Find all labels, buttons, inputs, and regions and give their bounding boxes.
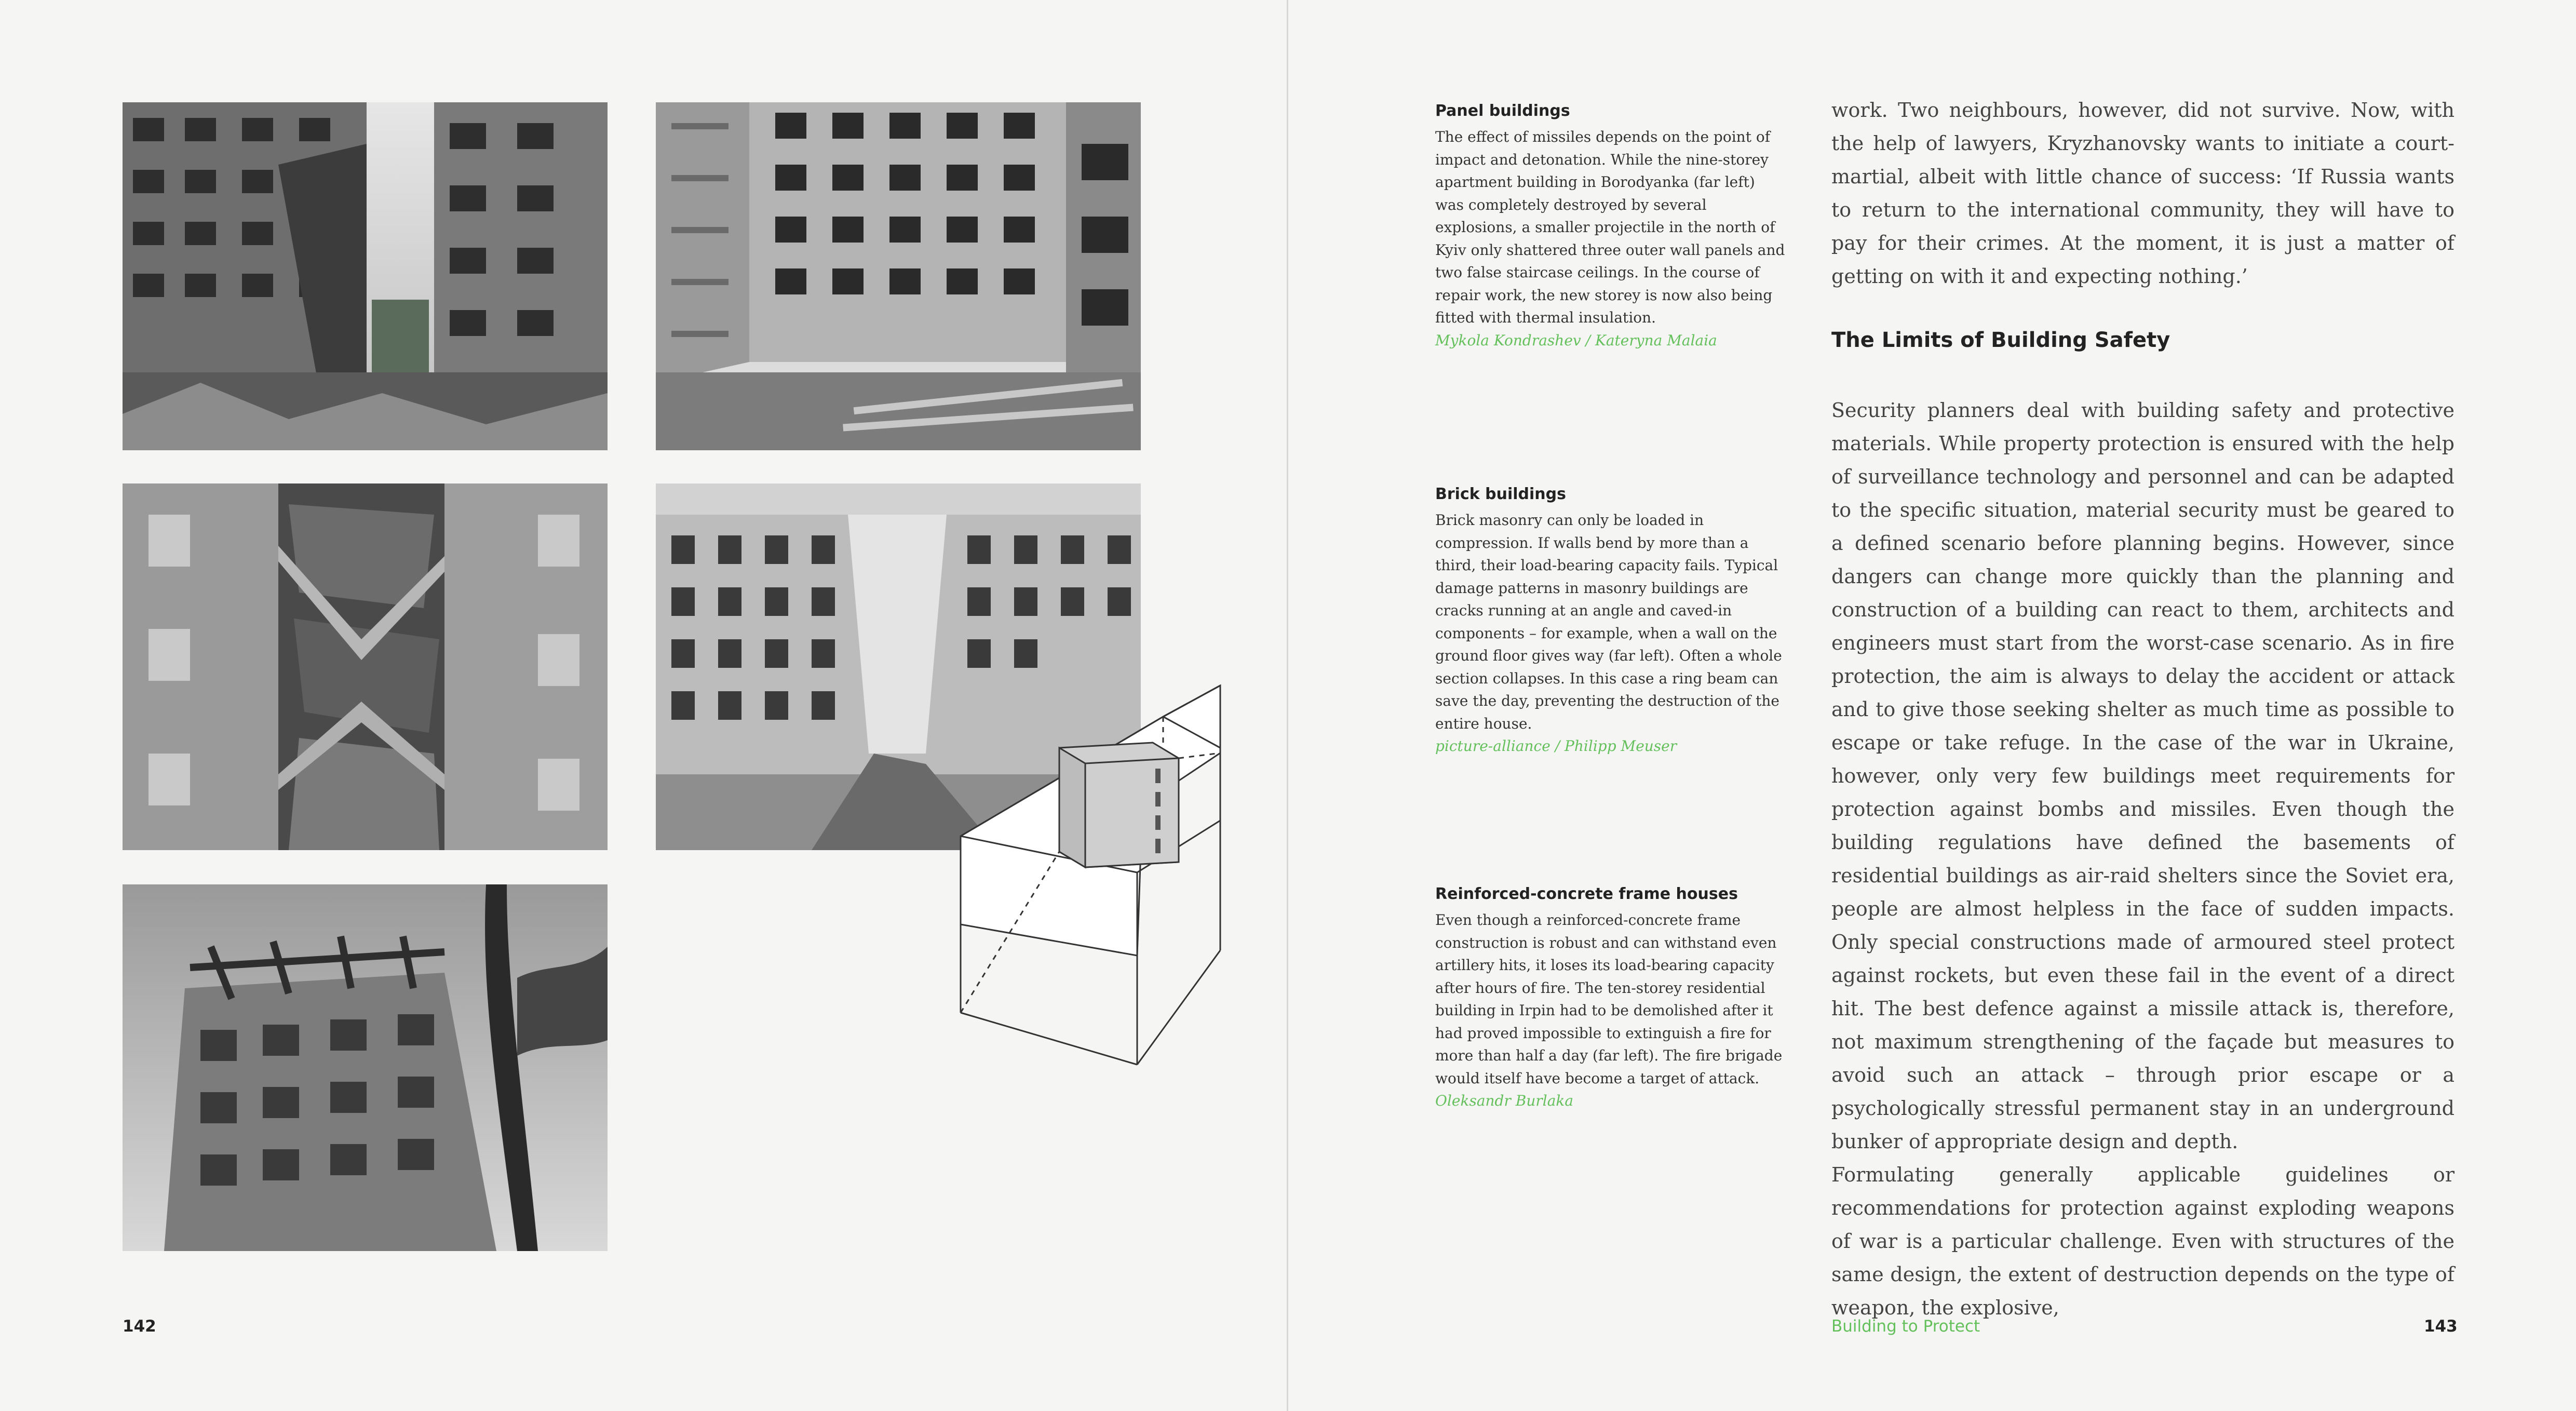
- body-paragraph-2: Formulating generally applicable guidelines or recommendations for protection against exploding weapons of war is a particular challenge. Even with structures of the same design, the extent of destruction depends on the type of weapon, the explosive,: [1831, 1163, 2454, 1319]
- article-intro: [1831, 93, 2454, 293]
- caption-brick-buildings: [1435, 483, 1786, 758]
- caption-credit: picture-alliance / Philipp Meuser: [1435, 737, 1677, 755]
- running-head: Building to Protect: [1831, 1317, 1980, 1336]
- body-paragraph-1: Security planners deal with building safety and protective materials. While property protection is ensured with the help of surveillance technology and personnel and can be adapted to the specific situation, material security must be geared to a defined scenario before planning begins. However, since dangers can change more quickly than the planning and construction of a building can react to them, architects and engineers must start from the worst-case scenario. As in fire protection, the aim is always to delay the accident or attack and to give those seeking shelter as much time as possible to escape or take refuge. In the case of the war in Ukraine, however, only very few buildings meet requirements for protection against bombs and missiles. Even though the building regulations have defined the basements of residential buildings as air-raid shelters since the Soviet era, people are almost helpless in the face of sudden impacts. Only special constructions made of armoured steel protect against rockets, but even these fail in the event of a direct hit. The best defence against a missile attack is, therefore, not maximum strengthening of the façade but measures to avoid such an attack – through prior escape or a psychologically stressful permanent stay in an underground bunker of appropriate design and depth.: [1831, 399, 2454, 1153]
- caption-body: The effect of missiles depends on the point of impact and detonation. While the nine-storey apartment building in Borodyanka (far left) was completely destroyed by several explosions, a smaller projectile in the north of Kyiv only shattered three outer wall panels and two false staircase ceilings. In the course of repair work, the new storey is now also being fitted with thermal insulation.: [1435, 128, 1785, 326]
- caption-panel-buildings: [1435, 100, 1786, 352]
- caption-credit: Oleksandr Burlaka: [1435, 1092, 1574, 1109]
- caption-credit: Mykola Kondrashev / Kateryna Malaia: [1435, 331, 1717, 349]
- page-number-right: 143: [2424, 1317, 2458, 1336]
- photo-panel-building-borodyanka: [123, 102, 608, 450]
- left-page: [0, 0, 1287, 1411]
- article-body: [1831, 394, 2454, 1324]
- photo-panel-building-kyiv: [656, 102, 1141, 450]
- page-number-left: 142: [123, 1317, 156, 1336]
- photo-brick-building-collapse: [123, 483, 608, 850]
- isometric-building-section-diagram: [950, 680, 1231, 1075]
- section-heading: The Limits of Building Safety: [1831, 328, 2170, 352]
- caption-body: Even though a reinforced-concrete frame construction is robust and can withstand even artillery hits, it loses its load-bearing capacity after hours of fire. The ten-storey residential building in Irpin had to be demolished after it had proved impossible to extinguish a fire for more than half a day (far left). The fire brigade would itself have become a target of attack.: [1435, 911, 1783, 1087]
- caption-title: Panel buildings: [1435, 102, 1570, 120]
- caption-title: Brick buildings: [1435, 485, 1566, 503]
- photo-concrete-frame-irpin: [123, 884, 608, 1251]
- page-gutter: [1287, 0, 1288, 1411]
- caption-reinforced-concrete: [1435, 883, 1786, 1112]
- caption-title: Reinforced-concrete frame houses: [1435, 885, 1738, 903]
- intro-paragraph: work. Two neighbours, however, did not survive. Now, with the help of lawyers, Kryzhanovsky wants to initiate a court-martial, albeit with little chance of success: ‘If Russia wants to return to the international community, they will have to pay for their crimes. At the moment, it is just a matter of getting on with it and expecting nothing.’: [1831, 99, 2454, 288]
- caption-body: Brick masonry can only be loaded in compression. If walls bend by more than a third, their load-bearing capacity fails. Typical damage patterns in masonry buildings are cracks running at an angle and caved-in components – for example, when a wall on the ground floor gives way (far left). Often a whole section collapses. In this case a ring beam can save the day, preventing the destruction of the entire house.: [1435, 512, 1782, 732]
